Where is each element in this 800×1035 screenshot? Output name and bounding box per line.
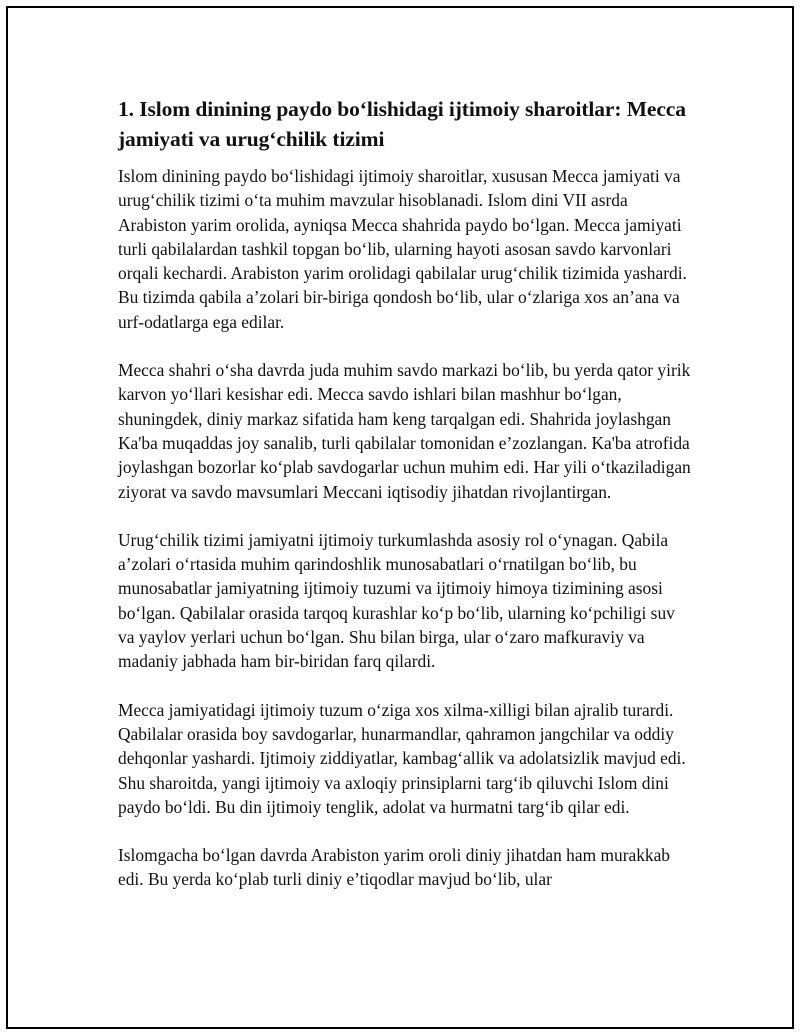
paragraph-3: Urug‘chilik tizimi jamiyatni ijtimoiy turkumlashda asosiy rol o‘ynagan. Qabila a’zolari o‘rtasida muhim qarindoshlik munosabatlari o‘rnatilgan bo‘lib, bu munosabatlar jamiyatning ijtimoiy tuzumi va ijtimoiy himoya tizimining asosi bo‘lgan. Qabilalar orasida tarqoq kurashlar ko‘p bo‘lib, ularning ko‘pchiligi suv va yaylov yerlari uchun bo‘lgan. Shu bilan birga, ular o‘zaro mafkuraviy va madaniy jabhada ham bir-biridan farq qilardi. (118, 529, 675, 672)
paragraph-5: Islomgacha bo‘lgan davrda Arabiston yarim oroli diniy jihatdan ham murakkab edi. Bu yerda ko‘plab turli diniy e’tiqodlar mavjud bo‘lib, ular (118, 845, 671, 890)
document-body (118, 94, 693, 916)
section-heading: 1. Islom dinining paydo bo‘lishidagi ijtimoiy sharoitlar: Mecca jamiyati va urug‘chilik tizimi (118, 97, 686, 151)
paragraph-1: Islom dinining paydo bo‘lishidagi ijtimoiy sharoitlar, xususan Mecca jamiyati va urug‘chilik tizimi o‘ta muhim mavzular hisoblanadi. Islom dini VII asrda Arabiston yarim orolida, ayniqsa Mecca shahrida paydo bo‘lgan. Mecca jamiyati turli qabilalardan tashkil topgan bo‘lib, ularning hayoti asosan savdo karvonlari orqali kechardi. Arabiston yarim orolidagi qabilalar urug‘chilik tizimida yashardi. Bu tizimda qabila a’zolari bir-biriga qondosh bo‘lib, ular o‘zlariga xos an’ana va urf-odatlarga ega edilar. (118, 166, 687, 332)
paragraph-2: Mecca shahri o‘sha davrda juda muhim savdo markazi bo‘lib, bu yerda qator yirik karvon yo‘llari kesishar edi. Mecca savdo ishlari bilan mashhur bo‘lgan, shuningdek, diniy markaz sifatida ham keng tarqalgan edi. Shahrida joylashgan Ka'ba muqaddas joy sanalib, turli qabilalar tomonidan e’zozlangan. Ka'ba atrofida joylashgan bozorlar ko‘plab savdogarlar uchun muhim edi. Har yili o‘tkaziladigan ziyorat va savdo mavsumlari Meccani iqtisodiy jihatdan rivojlantirgan. (118, 360, 691, 502)
paragraph-4: Mecca jamiyatidagi ijtimoiy tuzum o‘ziga xos xilma-xilligi bilan ajralib turardi. Qabilalar orasida boy savdogarlar, hunarmandlar, qahramon jangchilar va oddiy dehqonlar yashardi. Ijtimoiy ziddiyatlar, kambag‘allik va adolatsizlik mavjud edi. Shu sharoitda, yangi ijtimoiy va axloqiy prinsiplarni targ‘ib qiluvchi Islom dini paydo bo‘ldi. Bu din ijtimoiy tenglik, adolat va hurmatni targ‘ib qilar edi. (118, 699, 686, 817)
